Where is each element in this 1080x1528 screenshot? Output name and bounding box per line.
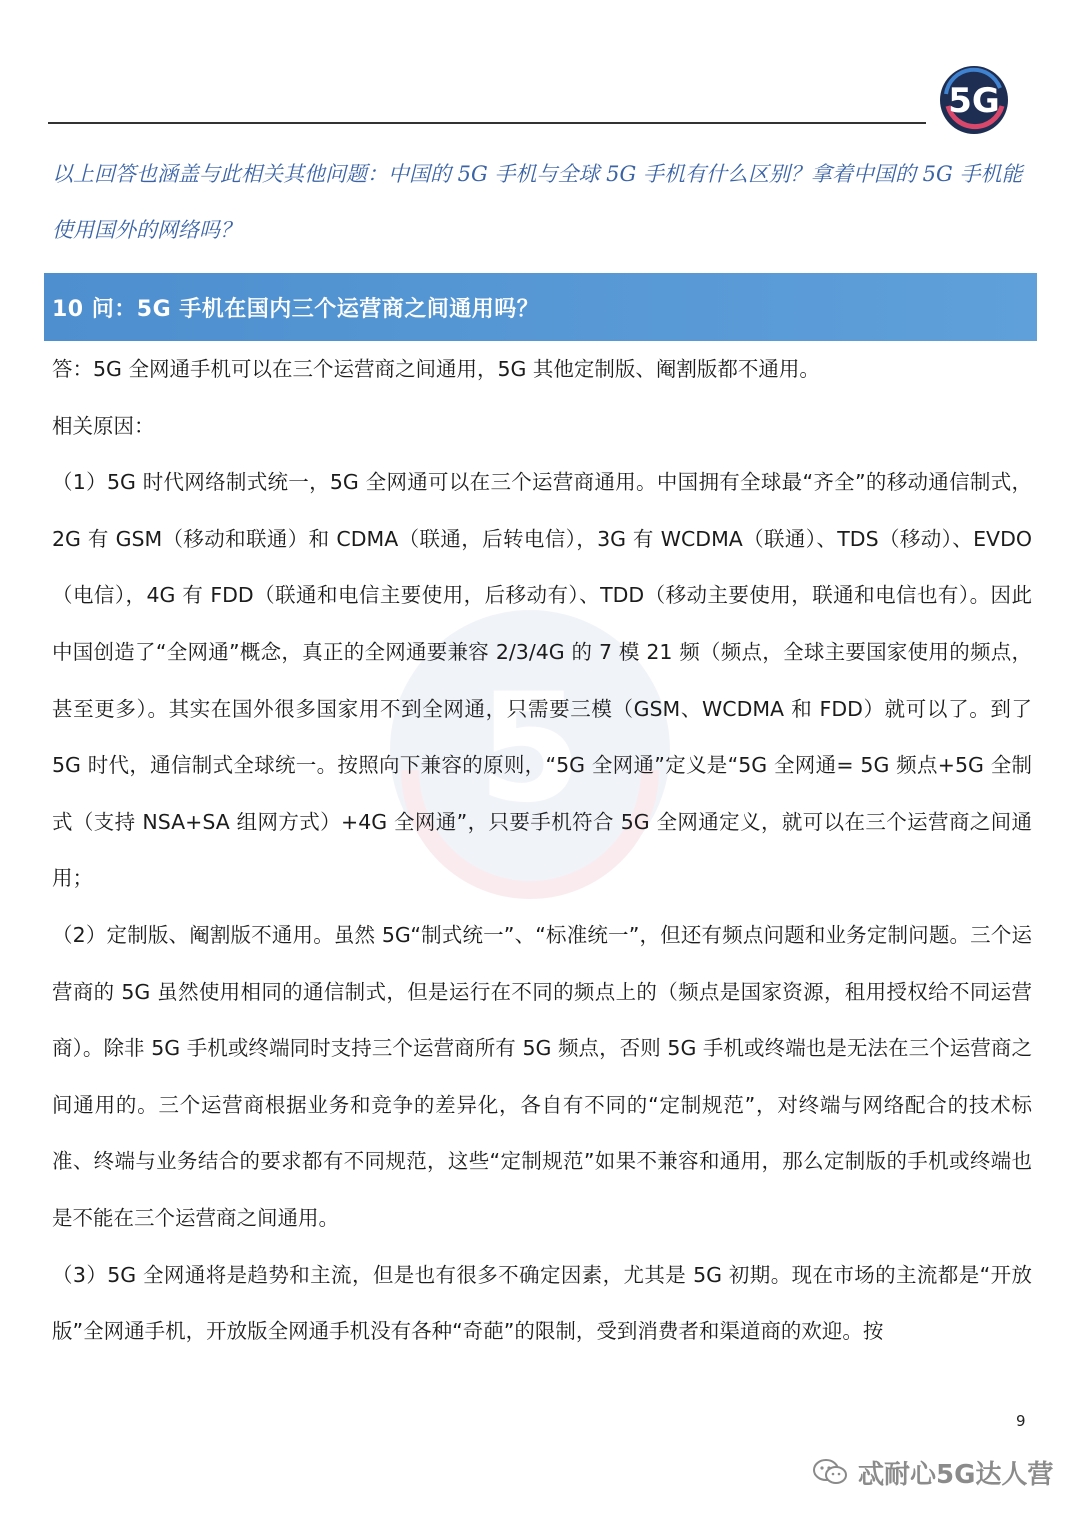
answer-lead: 答：5G 全网通手机可以在三个运营商之间通用，5G 其他定制版、阉割版都不通用。 <box>52 357 820 381</box>
header-divider <box>48 122 926 124</box>
reason-3-paragraph: （3）5G 全网通将是趋势和主流，但是也有很多不确定因素，尤其是 5G 初期。现在市场的主流都是“开放版”全网通手机，开放版全网通手机没有各种“奇葩”的限制，受到消费者和渠道商的欢迎。按 <box>52 1262 1032 1344</box>
svg-text:5: 5 <box>477 662 583 836</box>
wechat-icon <box>812 1457 848 1487</box>
question-header-bar <box>44 273 1037 341</box>
intro-paragraph: 以上回答也涵盖与此相关其他问题：中国的 5G 手机与全球 5G 手机有什么区别？拿着中国的 5G 手机能使用国外的网络吗？ <box>52 162 1023 242</box>
logo-text: 5G <box>948 81 1000 121</box>
brand-name: 忒耐心5G达人营 <box>858 1459 1054 1490</box>
answer-body <box>52 341 1032 1360</box>
brand-watermark <box>812 1452 1053 1492</box>
reason-2-paragraph: （2）定制版、阉割版不通用。虽然 5G“制式统一”、“标准统一”，但还有频点问题和业务定制问题。三个运营商的 5G 虽然使用相同的通信制式，但是运行在不同的频点上的（频点是国家资源，租用授权给不同运营商）。除非 5G 手机或终端同时支持三个运营商所有 5G 频点，否则 5G 手机或终端也是无法在三个运营商之间通用的。三个运营商根据业务和竞争的差异化，各自有不同的“定制规范”，对终端与网络配合的技术标准、终端与业务结合的要求都有不同规范，这些“定制规范”如果不兼容和通用，那么定制版的手机或终端也是不能在三个运营商之间通用。 <box>52 922 1032 1230</box>
reason-1-paragraph: （1）5G 时代网络制式统一，5G 全网通可以在三个运营商通用。中国拥有全球最“齐全”的移动通信制式，2G 有 GSM（移动和联通）和 CDMA（联通，后转电信），3G 有 WCDMA（联通）、TDS（移动）、EVDO（电信），4G 有 FDD（联通和电信主要使用，后移动有）、TDD（移动主要使用，联通和电信也有）。因此中国创造了“全网通”概念，真正的全网通要兼容 2/3/4G 的 7 模 21 频（频点，全球主要国家使用的频点，甚至更多）。其实在国外很多国家用不到全网通，只需要三模（GSM、WCDMA 和 FDD）就可以了。到了 5G 时代，通信制式全球统一。按照向下兼容的原则，“5G 全网通”定义是“5G 全网通= 5G 频点+5G 全制式（支持 NSA+SA 组网方式）+4G 全网通”，只要手机符合 5G 全网通定义，就可以在三个运营商之间通用； <box>52 470 1032 891</box>
5g-logo-icon <box>936 62 1012 138</box>
page-number: 9 <box>1016 1412 1026 1430</box>
question-title: 10 问：5G 手机在国内三个运营商之间通用吗？ <box>52 296 540 322</box>
reasons-label: 相关原因： <box>52 413 155 438</box>
